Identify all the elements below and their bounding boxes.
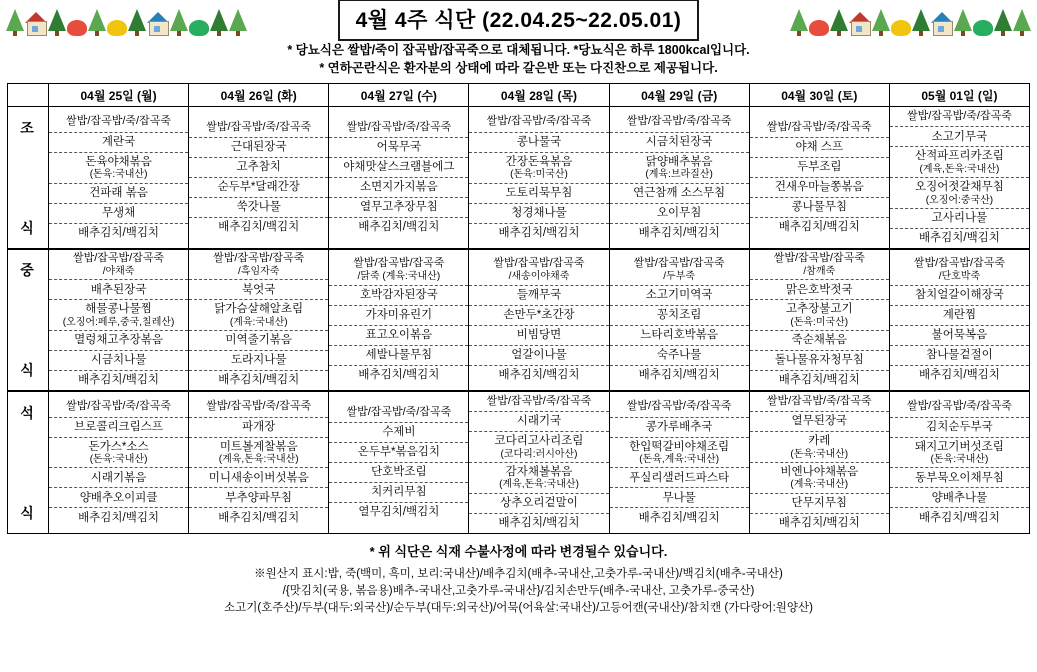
tree-icon bbox=[912, 9, 930, 36]
menu-item: 비엔나야채볶음 (계육:국내산) bbox=[750, 463, 889, 494]
menu-item: 열무김치/백김치 bbox=[358, 506, 440, 519]
tree-icon bbox=[88, 9, 106, 36]
tree-icon bbox=[994, 9, 1012, 36]
menu-item: 배추김치/백김치 bbox=[358, 221, 440, 234]
menu-item: 돈가스*소스 (돈육:국내산) bbox=[49, 438, 188, 469]
menu-item: 동부묵오이채무침 bbox=[890, 468, 1029, 488]
menu-item: 배추김치/백김치 bbox=[918, 511, 1000, 524]
menu-item: 계란국 bbox=[49, 133, 188, 153]
menu-item: 고추장불고기 (돈육:미국산) bbox=[750, 300, 889, 331]
menu-item: 한입떡갈비야채조림 (돈육,계육:국내산) bbox=[610, 438, 749, 469]
menu-item: 배추김치/백김치 bbox=[218, 374, 300, 387]
menu-cell bbox=[889, 391, 1029, 533]
menu-item: 시금치나물 bbox=[49, 351, 188, 371]
menu-item: 북엇국 bbox=[189, 280, 328, 300]
menu-item: 비빔당면 bbox=[469, 326, 608, 346]
menu-item: 배추김치/백김치 bbox=[918, 232, 1000, 245]
tree-icon bbox=[6, 9, 24, 36]
menu-cell bbox=[329, 107, 469, 249]
menu-item: 숙주나물 bbox=[610, 346, 749, 366]
menu-cell bbox=[189, 107, 329, 249]
house-icon bbox=[147, 12, 169, 36]
menu-item: 소고기무국 bbox=[890, 127, 1029, 147]
table-body bbox=[8, 107, 1030, 534]
menu-cell bbox=[329, 391, 469, 533]
menu-cell bbox=[49, 107, 189, 249]
menu-item: 멸렁채고추장볶음 bbox=[49, 331, 188, 351]
table-corner bbox=[8, 84, 49, 107]
menu-item: 부추양파무침 bbox=[189, 488, 328, 508]
menu-item: 산적파프리카조림 (계육,돈육:국내산) bbox=[890, 147, 1029, 178]
menu-item: 쌀밥/잡곡밥/죽/잡곡죽 bbox=[469, 113, 608, 133]
menu-item: 상추오리겉말이 bbox=[469, 494, 608, 514]
tree-icon bbox=[229, 9, 247, 36]
menu-item: 건파래 볶음 bbox=[49, 184, 188, 204]
menu-cell bbox=[749, 249, 889, 391]
menu-item: 쌀밥/잡곡밥/잡곡죽 /흑임자죽 bbox=[189, 250, 328, 280]
tree-icon bbox=[872, 9, 890, 36]
menu-item: 양배추나물 bbox=[890, 488, 1029, 508]
menu-item: 쌀밥/잡곡밥/죽/잡곡죽 bbox=[329, 118, 468, 138]
menu-item: 배추김치/백김치 bbox=[638, 369, 720, 381]
menu-item: 쌀밥/잡곡밥/잡곡죽 /닭죽 (계육:국내산) bbox=[329, 255, 468, 285]
menu-item: 열무된장국 bbox=[750, 412, 889, 432]
menu-item: 배추김치/백김치 bbox=[78, 374, 160, 387]
menu-item: 오징어젓갈채무침 (오징어:중국산) bbox=[890, 178, 1029, 209]
menu-item: 배추김치/백김치 bbox=[778, 517, 860, 530]
origin-line-1: ※원산지 표시:밥, 죽(백미, 흑미, 보리:국내산)/배추김치(배추-국내산,고춧가루-국내산)/백김치(배추-국내산) bbox=[254, 567, 783, 580]
menu-item: 시금치된장국 bbox=[610, 133, 749, 153]
menu-item: 손만두*초간장 bbox=[469, 306, 608, 326]
column-header-day: 04월 25일 (월) bbox=[49, 84, 189, 107]
house-icon bbox=[849, 12, 871, 36]
menu-item: 배추김치/백김치 bbox=[638, 511, 720, 524]
menu-item: 연근참깨 소스무침 bbox=[610, 184, 749, 204]
decoration-right bbox=[790, 2, 1031, 36]
origin-line-2: /{맛김치(국용, 볶음용)배추-국내산,고춧가루-국내산}/김치손만두(배추-국내산, 고춧가루-중국산) bbox=[282, 585, 755, 598]
menu-cell bbox=[49, 249, 189, 391]
menu-table bbox=[7, 83, 1030, 534]
menu-item: 온두부*볶음김치 bbox=[329, 443, 468, 463]
menu-item: 얼갈이나물 bbox=[469, 346, 608, 366]
menu-item: 배추김치/백김치 bbox=[778, 374, 860, 387]
decoration-left bbox=[6, 2, 247, 36]
menu-item: 배추김치/백김치 bbox=[78, 226, 160, 239]
header bbox=[0, 0, 1037, 40]
tree-icon bbox=[128, 9, 146, 36]
menu-item: 배추김치/백김치 bbox=[778, 221, 860, 234]
column-header-day: 05월 01일 (일) bbox=[889, 84, 1029, 107]
menu-item: 가자미유린기 bbox=[329, 306, 468, 326]
menu-item: 배추된장국 bbox=[49, 280, 188, 300]
menu-item: 쌀밥/잡곡밥/죽/잡곡죽 bbox=[610, 398, 749, 418]
menu-item: 쌀밥/잡곡밥/잡곡죽 /새송이야채죽 bbox=[469, 255, 608, 285]
menu-item: 미트볼계찰볶음 (계육,돈육:국내산) bbox=[189, 438, 328, 469]
menu-item: 치커리무침 bbox=[329, 483, 468, 503]
menu-item: 쌀밥/잡곡밥/죽/잡곡죽 bbox=[189, 398, 328, 418]
menu-item: 참나물겉절이 bbox=[890, 346, 1029, 366]
menu-item: 소고기미역국 bbox=[610, 286, 749, 306]
column-header-day: 04월 29일 (금) bbox=[609, 84, 749, 107]
menu-item: 쌀밥/잡곡밥/죽/잡곡죽 bbox=[750, 392, 889, 412]
origin-info bbox=[0, 566, 1037, 618]
origin-line-3: 소고기(호주산)/두부(대두:외국산)/순두부(대두:외국산)/어묵(어육살:국내산)/고등어캔(국내산)/참치캔 (가다랑어:원양산) bbox=[224, 602, 813, 615]
menu-item: 맑은호박젓국 bbox=[750, 280, 889, 300]
menu-cell bbox=[469, 391, 609, 533]
menu-item: 코다리고사리조림 (코다리:러시아산) bbox=[469, 432, 608, 463]
menu-cell bbox=[469, 249, 609, 391]
column-header-day: 04월 26일 (화) bbox=[189, 84, 329, 107]
menu-item: 야채 스프 bbox=[750, 138, 889, 158]
menu-item: 배추김치/백김치 bbox=[218, 221, 300, 234]
menu-cell bbox=[189, 249, 329, 391]
tree-icon bbox=[1013, 9, 1031, 36]
meal-label-2: 석 식 bbox=[8, 391, 49, 533]
menu-item: 쑥갓나물 bbox=[189, 198, 328, 218]
column-header-day: 04월 28일 (목) bbox=[469, 84, 609, 107]
bush-icon bbox=[973, 20, 993, 36]
menu-item: 쌀밥/잡곡밥/죽/잡곡죽 bbox=[329, 403, 468, 423]
house-icon bbox=[931, 12, 953, 36]
meal-label-1: 중 식 bbox=[8, 249, 49, 391]
menu-item: 호박감자된장국 bbox=[329, 286, 468, 306]
menu-item: 감자채볼볶음 (계육,돈육:국내산) bbox=[469, 463, 608, 494]
menu-item: 닭양배추볶음 (계육:브라질산) bbox=[610, 153, 749, 184]
menu-item: 오이무침 bbox=[610, 204, 749, 224]
table-row bbox=[8, 391, 1030, 533]
table-row bbox=[8, 107, 1030, 249]
menu-item: 열무고추장무침 bbox=[329, 198, 468, 218]
menu-cell bbox=[609, 391, 749, 533]
menu-item: 쌀밥/잡곡밥/죽/잡곡죽 bbox=[890, 398, 1029, 418]
menu-cell bbox=[749, 391, 889, 533]
menu-item: 쌀밥/잡곡밥/죽/잡곡죽 bbox=[189, 118, 328, 138]
menu-item: 돌나물유자청무침 bbox=[750, 351, 889, 371]
menu-item: 배추김치/백김치 bbox=[498, 369, 580, 381]
menu-item: 푸실리샐러드파스타 bbox=[610, 468, 749, 488]
menu-item: 미역줄기볶음 bbox=[189, 331, 328, 351]
bush-icon bbox=[67, 20, 87, 36]
menu-item: 쌀밥/잡곡밥/죽/잡곡죽 bbox=[750, 118, 889, 138]
menu-item: 들깨무국 bbox=[469, 286, 608, 306]
menu-item: 불어묵복음 bbox=[890, 326, 1029, 346]
menu-item: 양배추오이피클 bbox=[49, 488, 188, 508]
tree-icon bbox=[830, 9, 848, 36]
house-icon bbox=[25, 12, 47, 36]
menu-item: 쌀밥/잡곡밥/잡곡죽 /단호박죽 bbox=[890, 255, 1029, 285]
menu-item: 세발나물무침 bbox=[329, 346, 468, 366]
menu-item: 배추김치/백김치 bbox=[638, 226, 720, 239]
tree-icon bbox=[48, 9, 66, 36]
menu-item: 미니새송이버섯볶음 bbox=[189, 468, 328, 488]
menu-item: 시래기국 bbox=[469, 412, 608, 432]
menu-item: 배추김치/백김치 bbox=[498, 226, 580, 239]
menu-item: 도토리묵무침 bbox=[469, 184, 608, 204]
bush-icon bbox=[107, 20, 127, 36]
menu-item: 배추김치/백김치 bbox=[358, 369, 440, 381]
menu-item: 순두부*달래간장 bbox=[189, 178, 328, 198]
menu-item: 근대된장국 bbox=[189, 138, 328, 158]
menu-item: 단호박조림 bbox=[329, 463, 468, 483]
menu-item: 콩나물무침 bbox=[750, 198, 889, 218]
menu-cell bbox=[469, 107, 609, 249]
menu-item: 쌀밥/잡곡밥/잡곡죽 /참깨죽 bbox=[750, 250, 889, 280]
menu-item: 어묵무국 bbox=[329, 138, 468, 158]
menu-item: 도라지나물 bbox=[189, 351, 328, 371]
menu-item: 청경채나물 bbox=[469, 204, 608, 224]
menu-cell bbox=[49, 391, 189, 533]
menu-item: 시래기볶음 bbox=[49, 468, 188, 488]
menu-item: 고추참치 bbox=[189, 158, 328, 178]
menu-item: 표고오이볶음 bbox=[329, 326, 468, 346]
menu-cell bbox=[189, 391, 329, 533]
menu-item: 수제비 bbox=[329, 423, 468, 443]
menu-cell bbox=[889, 249, 1029, 391]
note-line-1: * 당뇨식은 쌀밥/죽이 잡곡밥/잡곡죽으로 대체됩니다. *당뇨식은 하루 1800kcal입니다. bbox=[287, 43, 750, 57]
table-row bbox=[8, 249, 1030, 391]
menu-item: 건새우마늘쫑볶음 bbox=[750, 178, 889, 198]
menu-item: 쌀밥/잡곡밥/죽/잡곡죽 bbox=[469, 392, 608, 412]
menu-item: 참치얼갈이해장국 bbox=[890, 286, 1029, 306]
menu-item: 돈육야채볶음 (돈육:국내산) bbox=[49, 153, 188, 184]
table-header-row bbox=[8, 84, 1030, 107]
menu-item: 카레 (돈육:국내산) bbox=[750, 432, 889, 463]
notes bbox=[0, 41, 1037, 77]
menu-item: 무생채 bbox=[49, 204, 188, 224]
menu-item: 콩나물국 bbox=[469, 133, 608, 153]
bush-icon bbox=[891, 20, 911, 36]
tree-icon bbox=[170, 9, 188, 36]
menu-item: 고사리나물 bbox=[890, 209, 1029, 229]
menu-item: 해물콩나물찜 (오징어:페루,중국,칠레산) bbox=[49, 300, 188, 331]
menu-item: 단무지무침 bbox=[750, 494, 889, 514]
menu-cell bbox=[609, 249, 749, 391]
column-header-day: 04월 30일 (토) bbox=[749, 84, 889, 107]
page-title: 4월 4주 식단 (22.04.25~22.05.01) bbox=[338, 0, 700, 41]
menu-item: 콩가루배추국 bbox=[610, 418, 749, 438]
meal-label-0: 조 식 bbox=[8, 107, 49, 249]
menu-item: 배추김치/백김치 bbox=[498, 517, 580, 530]
note-line-2: * 연하곤란식은 환자분의 상태에 따라 갈은반 또는 다진찬으로 제공됩니다. bbox=[319, 61, 718, 76]
menu-item: 돼지고기버섯조림 (돈육:국내산) bbox=[890, 438, 1029, 469]
tree-icon bbox=[954, 9, 972, 36]
menu-cell bbox=[609, 107, 749, 249]
menu-item: 계란찜 bbox=[890, 306, 1029, 326]
bush-icon bbox=[189, 20, 209, 36]
menu-item: 소면지가지볶음 bbox=[329, 178, 468, 198]
menu-cell bbox=[749, 107, 889, 249]
menu-item: 배추김치/백김치 bbox=[918, 369, 1000, 381]
menu-item: 쌀밥/잡곡밥/잡곡죽 /두부죽 bbox=[610, 255, 749, 285]
menu-item: 무나물 bbox=[610, 488, 749, 508]
menu-item: 파개장 bbox=[189, 418, 328, 438]
menu-item: 배추김치/백김치 bbox=[218, 511, 300, 524]
menu-item: 쌀밥/잡곡밥/죽/잡곡죽 bbox=[49, 113, 188, 133]
column-header-day: 04월 27일 (수) bbox=[329, 84, 469, 107]
menu-item: 쌀밥/잡곡밥/죽/잡곡죽 bbox=[49, 398, 188, 418]
bush-icon bbox=[809, 20, 829, 36]
menu-item: 느타리호박볶음 bbox=[610, 326, 749, 346]
menu-item: 닭가슴살해알초림 (계육:국내산) bbox=[189, 300, 328, 331]
tree-icon bbox=[790, 9, 808, 36]
menu-item: 쌀밥/잡곡밥/죽/잡곡죽 bbox=[890, 107, 1029, 127]
menu-cell bbox=[329, 249, 469, 391]
menu-cell bbox=[889, 107, 1029, 249]
menu-item: 브로콜리크림스프 bbox=[49, 418, 188, 438]
menu-item: 김치순두부국 bbox=[890, 418, 1029, 438]
menu-item: 야채맛살스크램블에그 bbox=[329, 158, 468, 178]
menu-item: 배추김치/백김치 bbox=[78, 511, 160, 524]
menu-item: 간장돈육볶음 (돈육:미국산) bbox=[469, 153, 608, 184]
tree-icon bbox=[210, 9, 228, 36]
menu-item: 죽순채볶음 bbox=[750, 331, 889, 351]
menu-item: 쌀밥/잡곡밥/죽/잡곡죽 bbox=[610, 113, 749, 133]
menu-item: 두부조림 bbox=[750, 158, 889, 178]
footer-note: * 위 식단은 식재 수불사정에 따라 변경될수 있습니다. bbox=[369, 543, 668, 559]
menu-item: 쌀밥/잡곡밥/잡곡죽 /야채죽 bbox=[49, 250, 188, 280]
menu-item: 꽁치조림 bbox=[610, 306, 749, 326]
